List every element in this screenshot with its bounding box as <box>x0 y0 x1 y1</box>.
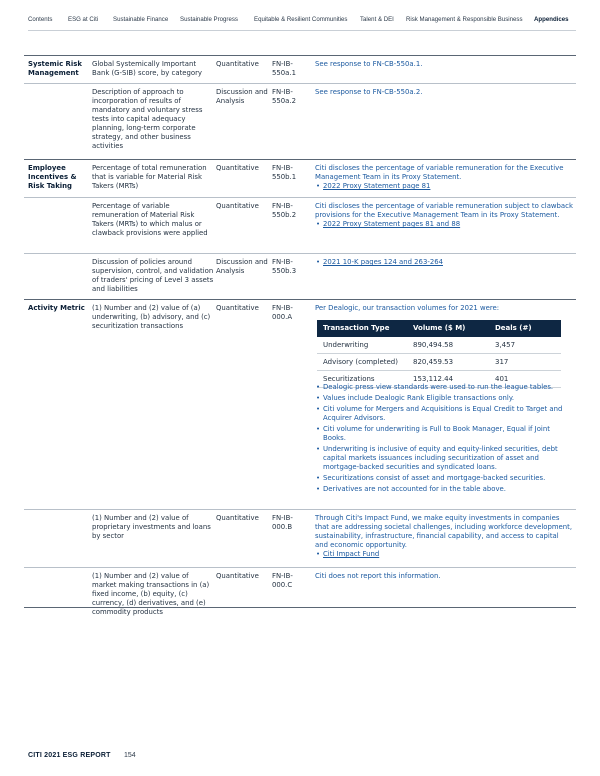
metric-type: Quantitative <box>216 572 259 580</box>
header-volume: Volume ($ M) <box>413 324 466 332</box>
metric-text: (1) Number and (2) value of proprietary investments and loans by sector <box>92 514 211 540</box>
deals-count: 401 <box>495 375 509 383</box>
table-row <box>24 567 576 617</box>
metric-code: FN-IB-550b.1 <box>272 164 297 181</box>
metric-type: Quantitative <box>216 514 259 522</box>
response-text: Citi discloses the percentage of variable remuneration subject to clawback provisions for the Executive Management Team in its Proxy Statement. <box>315 202 573 219</box>
response-cell <box>315 258 573 267</box>
category-label: Activity Metric <box>28 304 85 312</box>
metric-code: FN-IB-000.A <box>272 304 293 321</box>
response-cell <box>315 202 573 229</box>
response-bullet <box>315 182 573 191</box>
note-item: • Citi volume for underwriting is Full to Book Manager, Equal if Joint Books. <box>315 425 573 443</box>
response-cell <box>315 514 573 559</box>
note-item: • Derivatives are not accounted for in the table above. <box>315 485 573 494</box>
volume-value: 890,494.58 <box>413 341 454 349</box>
metric-code: FN-IB-550b.3 <box>272 258 297 275</box>
response-text: Citi discloses the percentage of variable remuneration for the Executive Management Team in its Proxy Statement. <box>315 164 564 181</box>
response-bullet <box>315 220 573 229</box>
metric-text: Global Systemically Important Bank (G-SIB) score, by category <box>92 60 203 77</box>
header-transaction-type: Transaction Type <box>323 324 390 332</box>
table-row <box>24 83 576 159</box>
volume-table-row <box>317 354 561 371</box>
metric-code: FN-IB-550a.1 <box>272 60 296 77</box>
nav-sustainable-progress[interactable]: Sustainable Progress <box>180 16 238 23</box>
volume-value: 153,112.44 <box>413 375 454 383</box>
table-row <box>24 55 576 83</box>
nav-sustainable-finance[interactable]: Sustainable Finance <box>113 16 169 23</box>
metric-text: Percentage of total remuneration that is variable for Material Risk Takers (MRTs) <box>92 164 207 190</box>
metric-text: Description of approach to incorporation of results of mandatory and voluntary stress tests into capital adequacy planning, long-term corporate strategy, and other business activities <box>92 88 203 150</box>
10k-link[interactable]: 2021 10-K pages 124 and 263-264 <box>323 258 443 266</box>
note-item: • Dealogic press view standards were used to run the league tables. <box>315 383 573 392</box>
table-row <box>24 197 576 253</box>
category-label: Employee Incentives & Risk Taking <box>28 164 77 190</box>
page-footer <box>28 752 136 759</box>
metric-type: Quantitative <box>216 164 259 172</box>
nav-divider <box>28 30 576 31</box>
response-text: Through Citi's Impact Fund, we make equity investments in companies that are addressing societal challenges, including workforce development, sustainability, infrastructure, financial capability, and access to capital and economic opportunity. <box>315 514 573 549</box>
deals-count: 3,457 <box>495 341 516 349</box>
transaction-type: Securitizations <box>323 375 375 383</box>
metric-code: FN-IB-550a.2 <box>272 88 296 105</box>
deals-count: 317 <box>495 358 509 366</box>
transaction-type: Advisory (completed) <box>323 358 398 366</box>
metric-code: FN-IB-000.C <box>272 572 293 589</box>
top-navigation <box>28 14 576 28</box>
volume-value: 820,459.53 <box>413 358 454 366</box>
report-title: CITI 2021 ESG REPORT <box>28 752 111 759</box>
response-bullet <box>315 258 573 267</box>
metric-type: Quantitative <box>216 60 259 68</box>
table-row <box>24 159 576 197</box>
response-text: Citi does not report this information. <box>315 572 441 580</box>
header-deals: Deals (#) <box>495 324 532 332</box>
note-item: • Securitizations consist of asset and mortgage-backed securities. <box>315 474 573 483</box>
note-item: • Underwriting is inclusive of equity and equity-linked securities, debt capital markets issuances including securitization of asset and mortgage-backed securities and syndicated loans. <box>315 445 573 472</box>
notes-list <box>315 383 573 494</box>
metric-code: FN-IB-550b.2 <box>272 202 297 219</box>
table-bottom-rule <box>24 607 576 608</box>
metric-text: Discussion of policies around supervision, control, and validation of traders' pricing of Level 3 assets and liabilities <box>92 258 214 293</box>
proxy-statement-link[interactable]: 2022 Proxy Statement pages 81 and 88 <box>323 220 461 228</box>
nav-equitable-resilient-communities[interactable]: Equitable & Resilient Communities <box>254 16 348 23</box>
table-row <box>24 509 576 567</box>
response-bullet <box>315 550 573 559</box>
metric-text: Percentage of variable remuneration of Material Risk Takers (MRTs) to which malus or clawback provisions were applied <box>92 202 208 237</box>
response-text: Per Dealogic, our transaction volumes for 2021 were: <box>315 304 500 312</box>
nav-talent-dei[interactable]: Talent & DEI <box>360 16 394 23</box>
response-text: See response to FN-CB-550a.1. <box>315 60 423 68</box>
metric-type: Discussion and Analysis <box>216 258 268 275</box>
metric-text: (1) Number and (2) value of (a) underwriting, (b) advisory, and (c) securitization transactions <box>92 304 211 330</box>
note-item: • Citi volume for Mergers and Acquisitions is Equal Credit to Target and Acquirer Advisors. <box>315 405 573 423</box>
transaction-type: Underwriting <box>323 341 369 349</box>
response-cell <box>315 164 573 191</box>
metric-type: Quantitative <box>216 202 259 210</box>
metric-code: FN-IB-000.B <box>272 514 293 531</box>
proxy-statement-link[interactable]: 2022 Proxy Statement page 81 <box>323 182 431 190</box>
citi-impact-fund-link[interactable]: Citi Impact Fund <box>323 550 380 558</box>
metric-text: (1) Number and (2) value of market making transactions in (a) fixed income, (b) equity, (c) currency, (d) derivatives, and (e) commodity products <box>92 572 210 616</box>
category-label: Systemic Risk Management <box>28 60 82 77</box>
table-row <box>24 253 576 299</box>
note-item: • Values include Dealogic Rank Eligible transactions only. <box>315 394 573 403</box>
table-row <box>24 299 576 509</box>
page-number: 154 <box>124 752 136 759</box>
nav-contents[interactable]: Contents <box>28 16 53 23</box>
volume-table-header <box>317 320 561 337</box>
volume-table-row <box>317 337 561 354</box>
metric-type: Quantitative <box>216 304 259 312</box>
sasb-table <box>24 55 576 617</box>
nav-esg-at-citi[interactable]: ESG at Citi <box>68 16 99 23</box>
nav-risk-management[interactable]: Risk Management & Responsible Business <box>406 16 523 23</box>
metric-type: Discussion and Analysis <box>216 88 268 105</box>
response-text: See response to FN-CB-550a.2. <box>315 88 423 96</box>
nav-appendices[interactable]: Appendices <box>534 16 569 23</box>
